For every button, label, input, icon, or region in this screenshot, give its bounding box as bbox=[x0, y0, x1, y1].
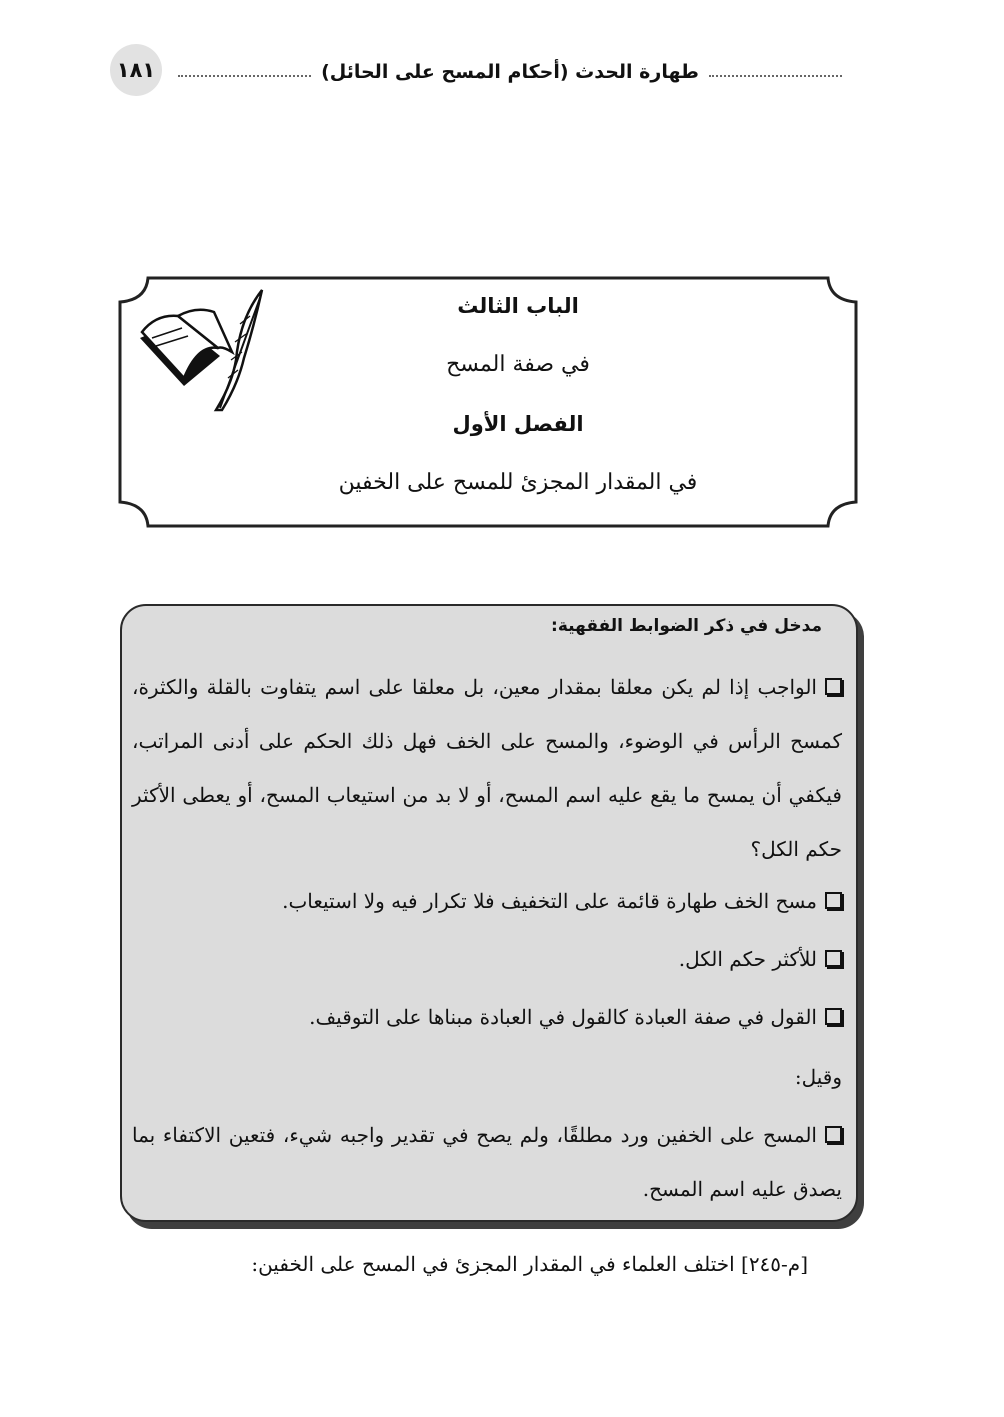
rule-item bbox=[132, 1108, 842, 1216]
rule-text: مسح الخف طهارة قائمة على التخفيف فلا تكرار فيه ولا استيعاب. bbox=[282, 889, 817, 913]
checkbox-icon bbox=[825, 950, 842, 967]
rule-note-text: وقيل: bbox=[794, 1065, 842, 1089]
checkbox-icon bbox=[825, 1008, 842, 1025]
checkbox-icon bbox=[825, 678, 842, 695]
rule-item bbox=[132, 932, 842, 986]
rule-text: القول في صفة العبادة كالقول في العبادة مبناها على التوقيف. bbox=[309, 1005, 817, 1029]
rules-heading: مدخل في ذكر الضوابط الفقهية: bbox=[551, 616, 822, 636]
rule-note bbox=[132, 1050, 842, 1104]
rule-text: الواجب إذا لم يكن معلقا بمقدار معين، بل معلقا على اسم يتفاوت بالقلة والكثرة، كمسح الرأس في الوضوء، والمسح على الخف فهل ذلك الحكم على أدنى المراتب، فيكفي أن يمسح ما يقع عليه اسم المسح، أو لا بد من استيعاب المسح، أو يعطى الأكثر حكم الكل؟ bbox=[132, 675, 842, 861]
rule-item bbox=[132, 660, 842, 876]
rule-text: للأكثر حكم الكل. bbox=[678, 947, 817, 971]
checkbox-icon bbox=[825, 892, 842, 909]
leader-dots-right bbox=[709, 75, 842, 77]
checkbox-icon bbox=[825, 1126, 842, 1143]
rule-item bbox=[132, 990, 842, 1044]
rules-box bbox=[120, 604, 858, 1222]
page-number: ١٨١ bbox=[110, 44, 162, 96]
part-title: الباب الثالث bbox=[457, 294, 579, 318]
section-subject: في المقدار المجزئ للمسح على الخفين bbox=[338, 470, 698, 495]
chapter-banner bbox=[118, 276, 858, 528]
running-title: طهارة الحدث (أحكام المسح على الحائل) bbox=[321, 61, 699, 83]
rule-text: المسح على الخفين ورد مطلقًا، ولم يصح في تقدير واجبه شيء، فتعين الاكتفاء بما يصدق عليه اسم المسح. bbox=[132, 1123, 842, 1201]
leader-dots-left bbox=[178, 75, 311, 77]
book-quill-icon bbox=[132, 286, 272, 420]
section-title: الفصل الأول bbox=[452, 412, 584, 436]
rule-item bbox=[132, 874, 842, 928]
running-header bbox=[178, 58, 842, 86]
part-subject: في صفة المسح bbox=[446, 352, 590, 377]
issue-statement: [م-٢٤٥] اختلف العلماء في المقدار المجزئ في المسح على الخفين: bbox=[251, 1252, 808, 1276]
